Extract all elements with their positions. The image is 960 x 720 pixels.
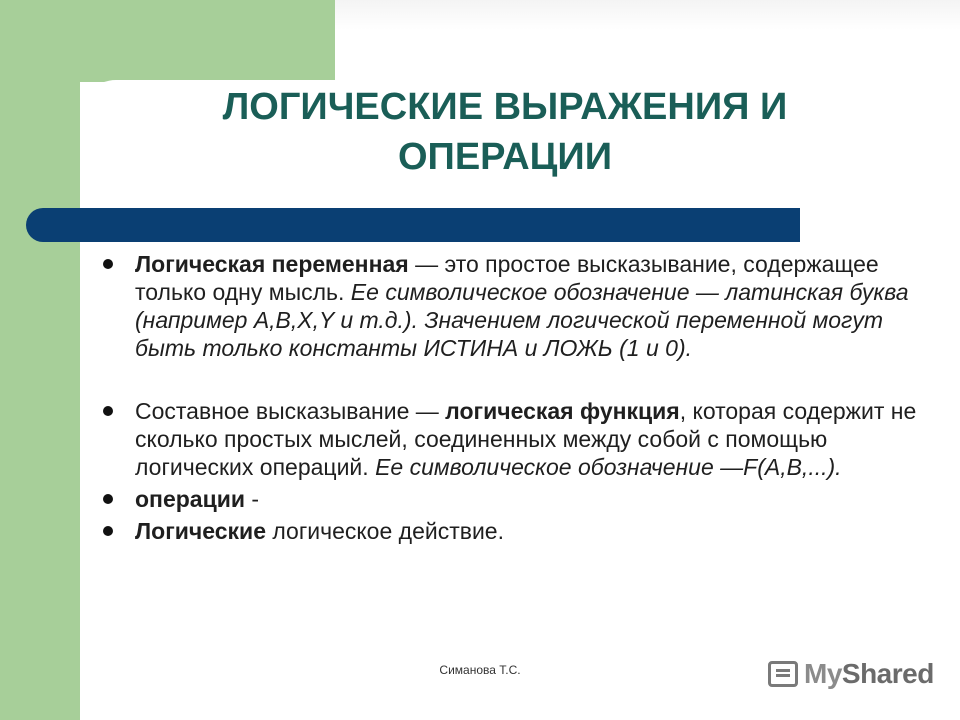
logo-part-shared: Shared	[841, 658, 934, 689]
logo-part-my: My	[804, 658, 842, 689]
top-green-band	[80, 0, 335, 82]
term: Логическая переменная	[135, 251, 409, 277]
text: логическое действие.	[265, 518, 504, 544]
text-italic: (1 и 0).	[612, 335, 693, 361]
slide-title	[130, 82, 880, 182]
slide-footer: Симанова Т.С.	[439, 663, 521, 677]
term: логическая функция	[445, 398, 680, 424]
text: -	[245, 486, 260, 512]
text: — это простое высказывание, содержащее только одну мысль.	[135, 251, 879, 305]
title-underline-bar	[26, 208, 800, 242]
bullet-icon	[103, 259, 113, 269]
bullet-icon	[103, 494, 113, 504]
text: Составное высказывание —	[135, 398, 446, 424]
text-italic: и	[518, 335, 544, 361]
logo-text	[804, 658, 934, 690]
list-item	[100, 397, 920, 481]
title-line-2: ОПЕРАЦИИ	[397, 136, 613, 178]
presentation-icon	[768, 661, 798, 687]
term: операции	[135, 486, 245, 512]
list-item	[100, 250, 920, 362]
top-fade	[335, 0, 960, 30]
constant-false: ЛОЖЬ	[543, 335, 613, 361]
constant-true: ИСТИНА	[423, 335, 519, 361]
list-item	[100, 485, 920, 513]
title-line-1: ЛОГИЧЕСКИЕ ВЫРАЖЕНИЯ И	[222, 86, 788, 128]
term: Логические	[135, 518, 266, 544]
text-italic: Ее символическое обозначение — латинская буква (например A,B,X,Y и т.д.). Значением логической переменной могут быть только константы	[135, 279, 909, 361]
bullet-list	[100, 250, 920, 545]
text-italic: Ее символическое обозначение —F(A,B,...).	[375, 454, 842, 480]
left-green-band	[0, 0, 80, 720]
bullet-icon	[103, 406, 113, 416]
text: , которая содержит не сколько простых мыслей, соединенных между собой с помощью логических операций.	[135, 398, 917, 480]
list-item	[100, 517, 920, 545]
myshared-logo[interactable]	[768, 656, 934, 692]
bullet-icon	[103, 526, 113, 536]
